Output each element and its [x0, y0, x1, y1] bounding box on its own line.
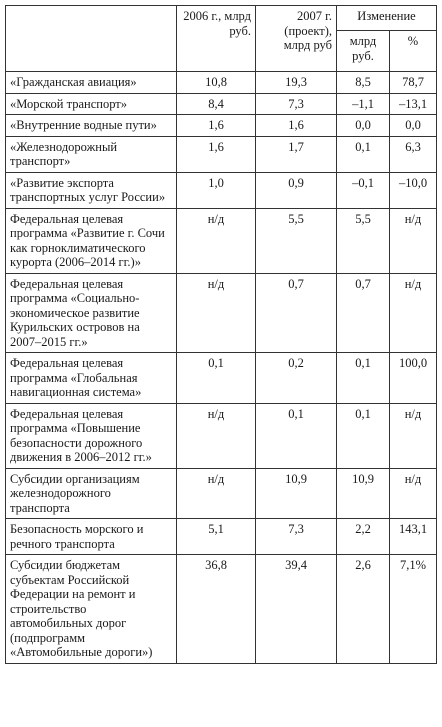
change-abs: 2,6 — [337, 555, 390, 664]
change-abs: 5,5 — [337, 208, 390, 273]
table-row — [6, 273, 437, 353]
row-name: «Гражданская авиация» — [6, 72, 177, 94]
value-2007: 0,1 — [256, 403, 337, 468]
header-change-abs: млрд руб. — [337, 31, 390, 72]
header-item-cell — [6, 6, 177, 72]
row-name: Безопасность морского и речного транспорта — [6, 519, 177, 555]
change-abs: –1,1 — [337, 93, 390, 115]
value-2006: 36,8 — [177, 555, 256, 664]
table-row — [6, 468, 437, 519]
row-name: Федеральная целевая программа «Социально-экономическое развитие Курильских островов на 2007–2015 гг.» — [6, 273, 177, 353]
table-row — [6, 172, 437, 208]
row-name: «Морской транспорт» — [6, 93, 177, 115]
change-pct: 0,0 — [390, 115, 437, 137]
change-pct: н/д — [390, 468, 437, 519]
row-name: Федеральная целевая программа «Повышение безопасности дорожного движения в 2006–2012 гг.» — [6, 403, 177, 468]
header-change-pct: % — [390, 31, 437, 72]
value-2007: 0,2 — [256, 353, 337, 404]
value-2007: 1,6 — [256, 115, 337, 137]
value-2007: 0,7 — [256, 273, 337, 353]
header-2006: 2006 г., млрд руб. — [177, 6, 256, 72]
table-row — [6, 555, 437, 664]
table-row — [6, 115, 437, 137]
change-pct: н/д — [390, 273, 437, 353]
value-2006: 1,0 — [177, 172, 256, 208]
row-name: «Внутренние водные пути» — [6, 115, 177, 137]
value-2007: 1,7 — [256, 136, 337, 172]
table-row — [6, 519, 437, 555]
row-name: Федеральная целевая программа «Развитие г. Сочи как горноклиматического курорта (2006–2014 гг.)» — [6, 208, 177, 273]
change-abs: 2,2 — [337, 519, 390, 555]
header-row-top — [6, 6, 437, 31]
change-pct: 7,1% — [390, 555, 437, 664]
change-abs: 0,0 — [337, 115, 390, 137]
row-name: Федеральная целевая программа «Глобальная навигационная система» — [6, 353, 177, 404]
change-pct: 78,7 — [390, 72, 437, 94]
table-row — [6, 208, 437, 273]
table-row — [6, 72, 437, 94]
value-2006: н/д — [177, 403, 256, 468]
table-body — [6, 72, 437, 664]
row-name: «Развитие экспорта транспортных услуг России» — [6, 172, 177, 208]
budget-table — [5, 5, 437, 664]
change-pct: –13,1 — [390, 93, 437, 115]
change-pct: 100,0 — [390, 353, 437, 404]
value-2007: 0,9 — [256, 172, 337, 208]
change-abs: 0,1 — [337, 136, 390, 172]
change-pct: н/д — [390, 403, 437, 468]
value-2007: 7,3 — [256, 519, 337, 555]
table-row — [6, 93, 437, 115]
change-abs: 0,1 — [337, 403, 390, 468]
value-2006: 0,1 — [177, 353, 256, 404]
row-name: Субсидии бюджетам субъектам Российской Федерации на ремонт и строительство автомобильных дорог (подпрограмм «Автомобильные дороги») — [6, 555, 177, 664]
header-change: Изменение — [337, 6, 437, 31]
value-2006: н/д — [177, 208, 256, 273]
value-2007: 19,3 — [256, 72, 337, 94]
change-pct: –10,0 — [390, 172, 437, 208]
value-2006: 8,4 — [177, 93, 256, 115]
value-2006: 10,8 — [177, 72, 256, 94]
change-abs: 8,5 — [337, 72, 390, 94]
change-abs: 0,7 — [337, 273, 390, 353]
value-2007: 10,9 — [256, 468, 337, 519]
change-abs: 0,1 — [337, 353, 390, 404]
value-2006: н/д — [177, 273, 256, 353]
change-pct: 6,3 — [390, 136, 437, 172]
value-2007: 5,5 — [256, 208, 337, 273]
value-2006: 5,1 — [177, 519, 256, 555]
row-name: Субсидии организациям железнодорожного транспорта — [6, 468, 177, 519]
table-row — [6, 353, 437, 404]
value-2007: 7,3 — [256, 93, 337, 115]
change-abs: –0,1 — [337, 172, 390, 208]
row-name: «Железнодорожный транспорт» — [6, 136, 177, 172]
change-abs: 10,9 — [337, 468, 390, 519]
value-2006: 1,6 — [177, 136, 256, 172]
value-2006: 1,6 — [177, 115, 256, 137]
value-2006: н/д — [177, 468, 256, 519]
value-2007: 39,4 — [256, 555, 337, 664]
table-row — [6, 403, 437, 468]
table-row — [6, 136, 437, 172]
change-pct: н/д — [390, 208, 437, 273]
change-pct: 143,1 — [390, 519, 437, 555]
header-2007: 2007 г. (проект), млрд руб — [256, 6, 337, 72]
